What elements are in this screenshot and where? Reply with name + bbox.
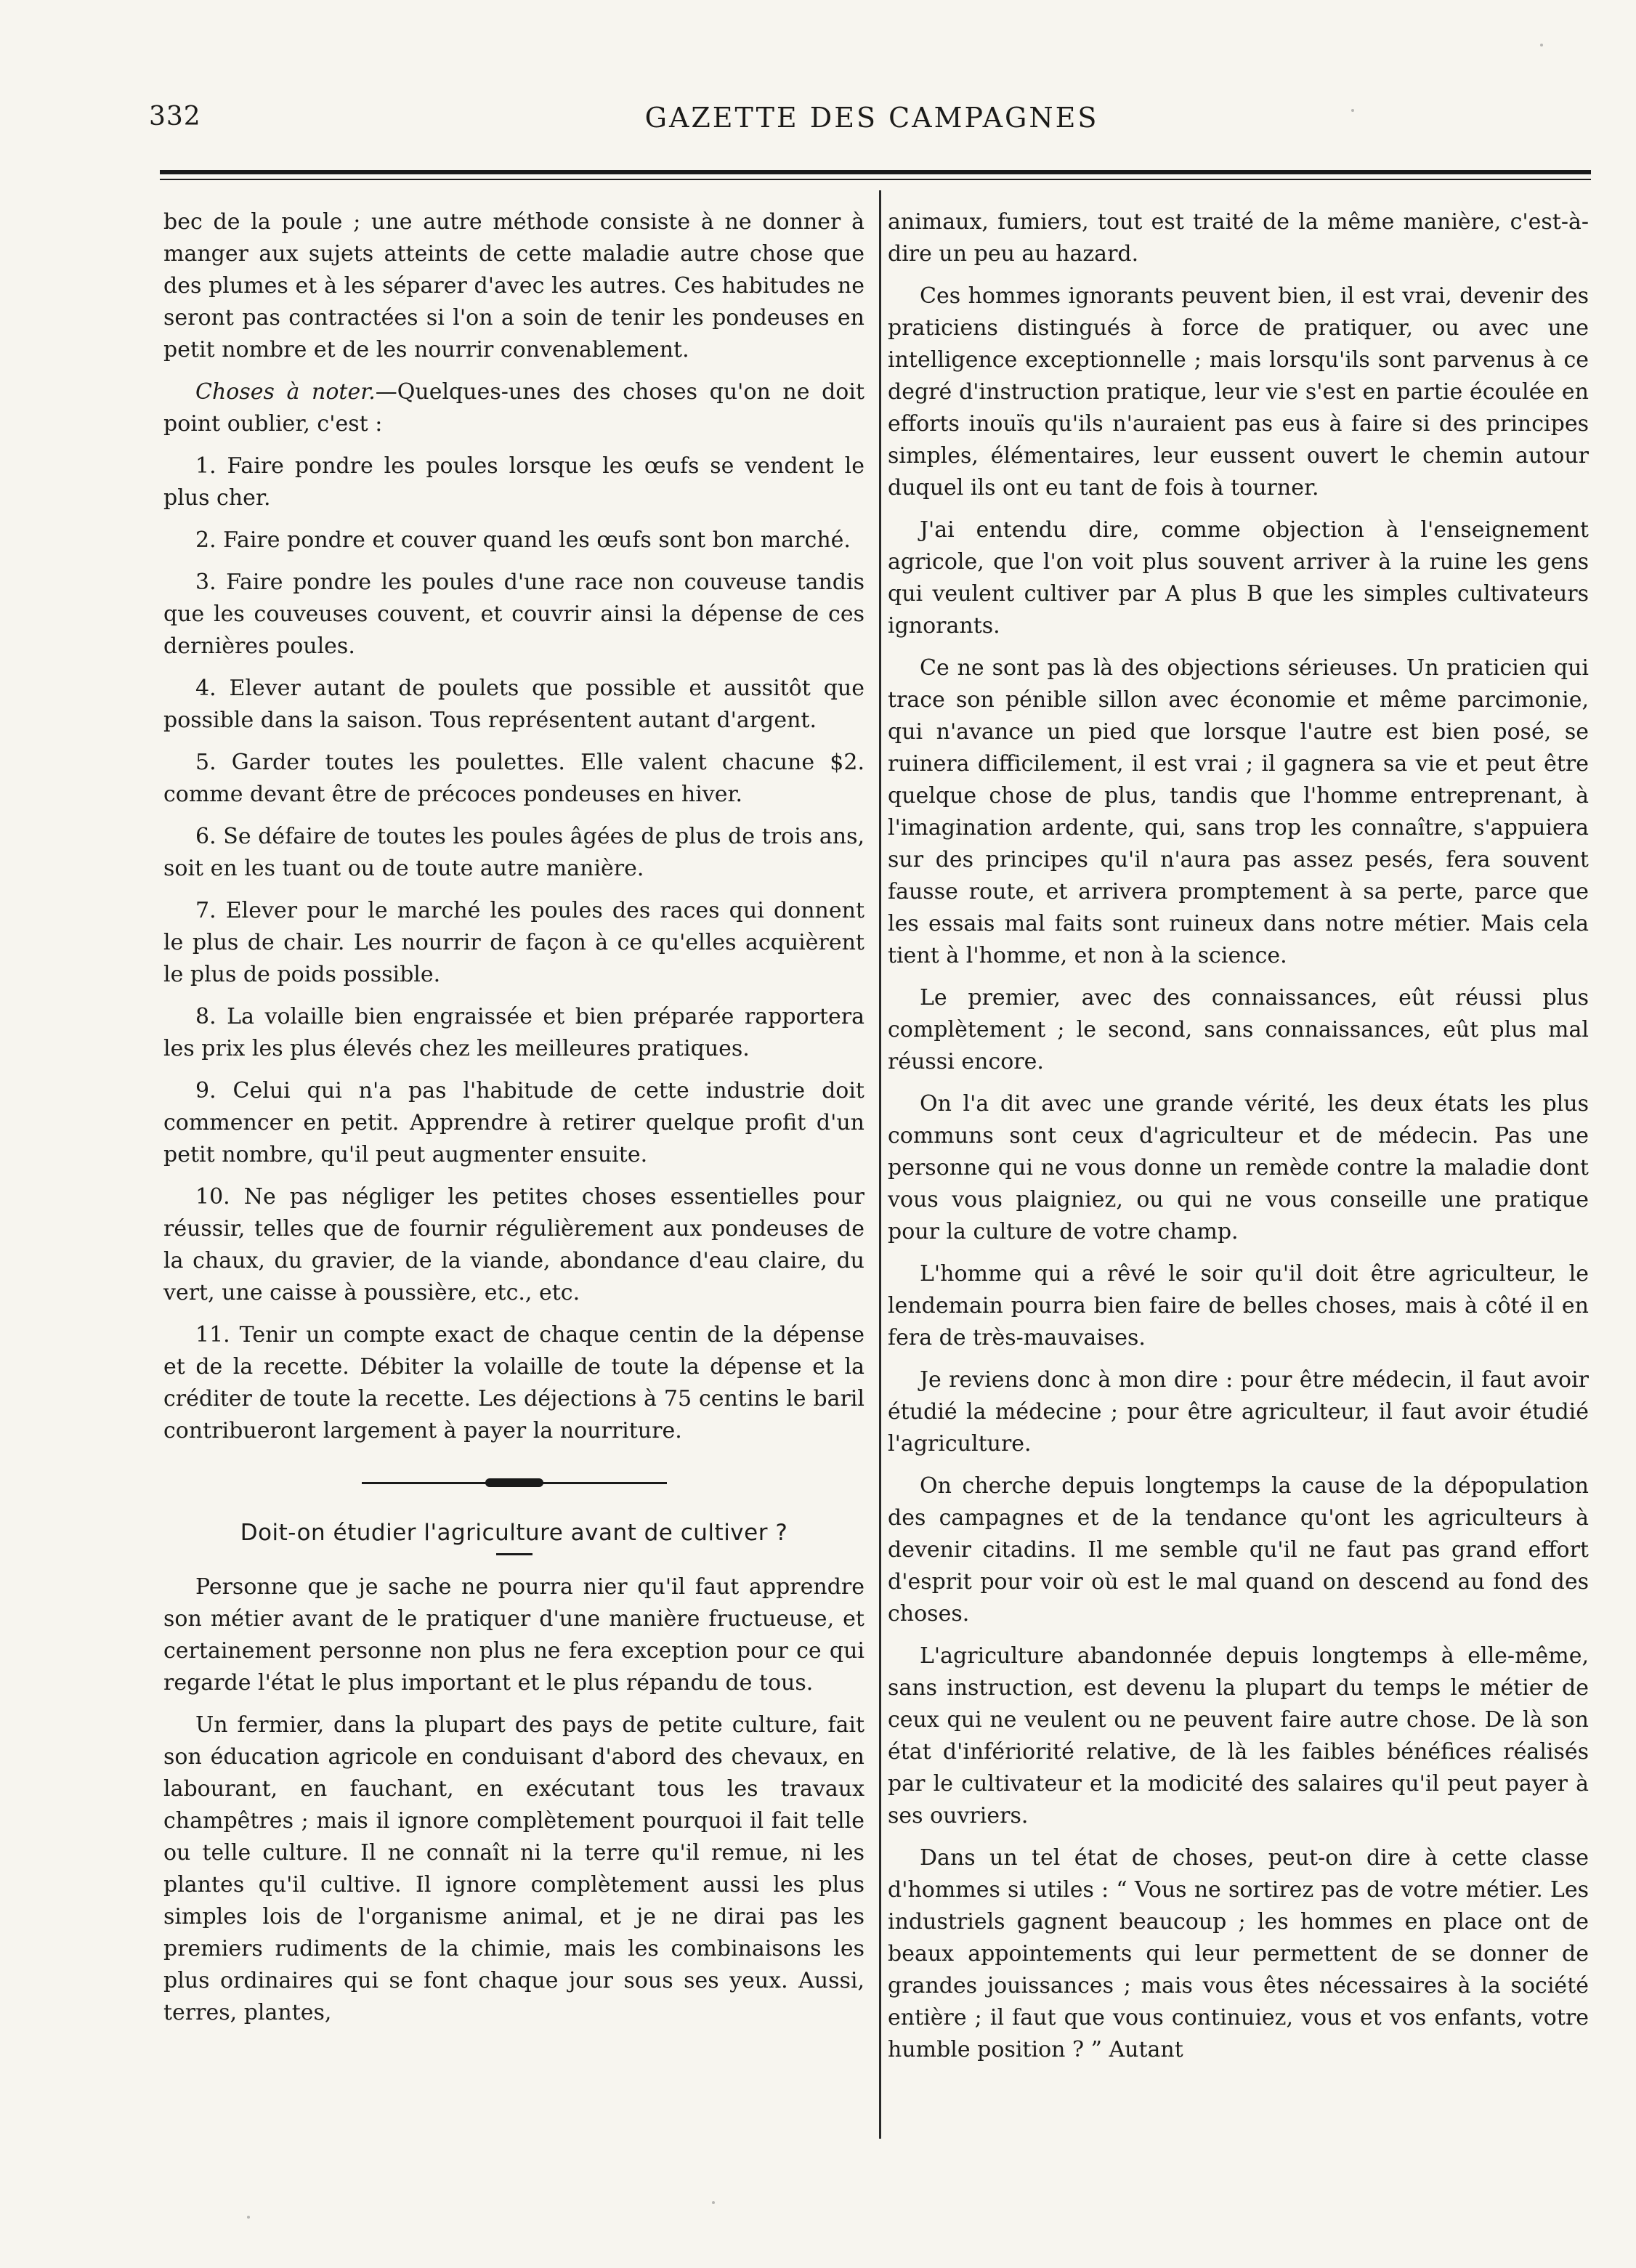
left-column (163, 206, 864, 2039)
article-paragraph: On l'a dit avec une grande vérité, les deux états les plus communs sont ceux d'agriculteur et de médecin. Pas une personne qui ne vous donne un remède contre la maladie dont vous vous plaigniez, ou qui ne vous conseille une pratique pour la culture de votre champ. (888, 1091, 1589, 1244)
section-ornament (362, 1476, 667, 1489)
notes-heading: Choses à noter. (195, 379, 376, 405)
article-paragraph: Le premier, avec des connaissances, eût réussi plus complètement ; le second, sans connaissances, eût plus mal réussi encore. (888, 985, 1589, 1074)
article-paragraph: L'agriculture abandonnée depuis longtemps à elle-même, sans instruction, est devenu la plupart du temps le métier de ceux qui ne veulent ou ne peuvent faire autre chose. De là son état d'infériorité relative, de là les faibles bénéfices réalisés par le cultivateur et la modicité des salaires qu'il peut payer à ses ouvriers. (888, 1643, 1589, 1828)
right-column (888, 206, 1589, 2076)
note-item: 1. Faire pondre les poules lorsque les œufs se vendent le plus cher. (163, 453, 864, 511)
page-header (149, 102, 1595, 145)
note-item: 10. Ne pas négliger les petites choses essentielles pour réussir, telles que de fournir régulièrement aux pondeuses de la chaux, du gravier, de la viande, abondance d'eau claire, du vert, une caisse à poussière, etc., etc. (163, 1184, 864, 1305)
notes-paragraph (163, 376, 864, 440)
article-paragraph: Je reviens donc à mon dire : pour être médecin, il faut avoir étudié la médecine ; pour être agriculteur, il faut avoir étudié l'agriculture. (888, 1367, 1589, 1457)
article-paragraph: J'ai entendu dire, comme objection à l'enseignement agricole, que l'on voit plus souvent arriver à la ruine les gens qui veulent cultiver par A plus B que les simples cultivateurs ignorants. (888, 517, 1589, 639)
article-paragraph: Ce ne sont pas là des objections sérieuses. Un praticien qui trace son pénible sillon avec économie et même parcimonie, qui n'avance un pied que lorsque l'autre est bien posé, se ruinera difficilement, il est vrai ; il gagnera sa vie et peut être quelque chose de plus, tandis que l'homme entreprenant, à l'imagination ardente, qui, sans trop les connaître, s'appuiera sur des principes qu'il n'aura pas assez pesés, fera souvent fausse route, et arrivera promptement à sa perte, parce que les essais mal faits sont ruineux dans notre métier. Mais cela tient à l'homme, et non à la science. (888, 655, 1589, 968)
note-item: 8. La volaille bien engraissée et bien préparée rapportera les prix les plus élevés chez les meilleures pratiques. (163, 1004, 864, 1061)
opening-paragraph: bec de la poule ; une autre méthode consiste à ne donner à manger aux sujets atteints de cette maladie autre chose que des plumes et à les séparer d'avec les autres. Ces habitudes ne seront pas contractées si l'on a soin de tenir les pondeuses en petit nombre et de les nourrir convenablement. (163, 209, 864, 363)
article-paragraph: Un fermier, dans la plupart des pays de petite culture, fait son éducation agricole en conduisant d'abord des chevaux, en labourant, en fauchant, en exécutant tous les travaux champêtres ; mais il ignore complètement pourquoi il fait telle ou telle culture. Il ne connaît ni la terre qu'il remue, ni les plantes qu'il cultive. Il ignore complètement aussi les plus simples lois de l'organisme animal, et je ne dirai pas les premiers rudiments de la chimie, mais les combinaisons les plus ordinaires qui se font chaque jour sous ses yeux. Aussi, terres, plantes, (163, 1712, 864, 2025)
page-number: 332 (149, 102, 201, 131)
article-paragraph: Ces hommes ignorants peuvent bien, il est vrai, devenir des praticiens distingués à force de pratiquer, ou avec une intelligence exceptionnelle ; mais lorsqu'ils sont parvenus à ce degré d'instruction pratique, leur vie s'est en partie écoulée en efforts inouïs qu'ils n'auraient pas eus à faire si des principes simples, élémentaires, leur eussent ouvert le chemin autour duquel ils ont eu tant de fois à tourner. (888, 283, 1589, 501)
column-divider (879, 190, 881, 2139)
article-paragraph: On cherche depuis longtemps la cause de la dépopulation des campagnes et de la tendance qu'ont les agriculteurs à devenir citadins. Il me semble qu'il ne faut pas grand effort d'esprit pour voir où est le mal quand on descend au fond des choses. (888, 1473, 1589, 1627)
article-paragraph: L'homme qui a rêvé le soir qu'il doit être agriculteur, le lendemain pourra bien faire de belles choses, mais à côté il en fera de très-mauvaises. (888, 1261, 1589, 1350)
header-rule-thick (160, 170, 1591, 174)
scan-speck (247, 2216, 250, 2219)
note-item: 3. Faire pondre les poules d'une race non couveuse tandis que les couveuses couvent, et couvrir ainsi la dépense de ces dernières poules. (163, 570, 864, 659)
ornament-knot (485, 1478, 543, 1487)
article-paragraph: animaux, fumiers, tout est traité de la même manière, c'est-à-dire un peu au hazard. (888, 209, 1589, 267)
title-rule (496, 1553, 532, 1555)
scan-speck (1351, 109, 1354, 112)
note-item: 2. Faire pondre et couver quand les œufs sont bon marché. (195, 527, 851, 553)
note-item: 4. Elever autant de poulets que possible et aussitôt que possible dans la saison. Tous représentent autant d'argent. (163, 676, 864, 733)
notes-intro: —Quelques-unes des choses qu'on ne doit point oublier, c'est : (163, 379, 864, 437)
journal-title: GAZETTE DES CAMPAGNES (644, 102, 1099, 134)
note-item: 9. Celui qui n'a pas l'habitude de cette industrie doit commencer en petit. Apprendre à retirer quelque profit d'un petit nombre, qu'il peut augmenter ensuite. (163, 1078, 864, 1167)
note-item: 6. Se défaire de toutes les poules âgées de plus de trois ans, soit en les tuant ou de toute autre manière. (163, 824, 864, 881)
header-rule-thin (160, 179, 1591, 180)
note-item: 11. Tenir un compte exact de chaque centin de la dépense et de la recette. Débiter la volaille de toute la dépense et la créditer de toute la recette. Les déjections à 75 centins le baril contribueront largement à payer la nourriture. (163, 1322, 864, 1443)
article-paragraph: Personne que je sache ne pourra nier qu'il faut apprendre son métier avant de le pratiquer d'une manière fructueuse, et certainement personne non plus ne fera exception pour ce qui regarde l'état le plus important et le plus répandu de tous. (163, 1574, 864, 1696)
article-title: Doit-on étudier l'agriculture avant de cultiver ? (240, 1520, 788, 1546)
scan-speck (1540, 44, 1543, 46)
scan-speck (712, 2201, 715, 2204)
note-item: 7. Elever pour le marché les poules des races qui donnent le plus de chair. Les nourrir de façon à ce qu'elles acquièrent le plus de poids possible. (163, 898, 864, 987)
article-paragraph: Dans un tel état de choses, peut-on dire à cette classe d'hommes si utiles : “ Vous ne sortirez pas de votre métier. Les industriels gagnent beaucoup ; les hommes en place ont de beaux appointements qui leur permettent de se donner de grandes jouissances ; mais vous êtes nécessaires à la société entière ; il faut que vous continuiez, vous et vos enfants, votre humble position ? ” Autant (888, 1845, 1589, 2062)
note-item: 5. Garder toutes les poulettes. Elle valent chacune $2. comme devant être de précoces pondeuses en hiver. (163, 750, 864, 807)
